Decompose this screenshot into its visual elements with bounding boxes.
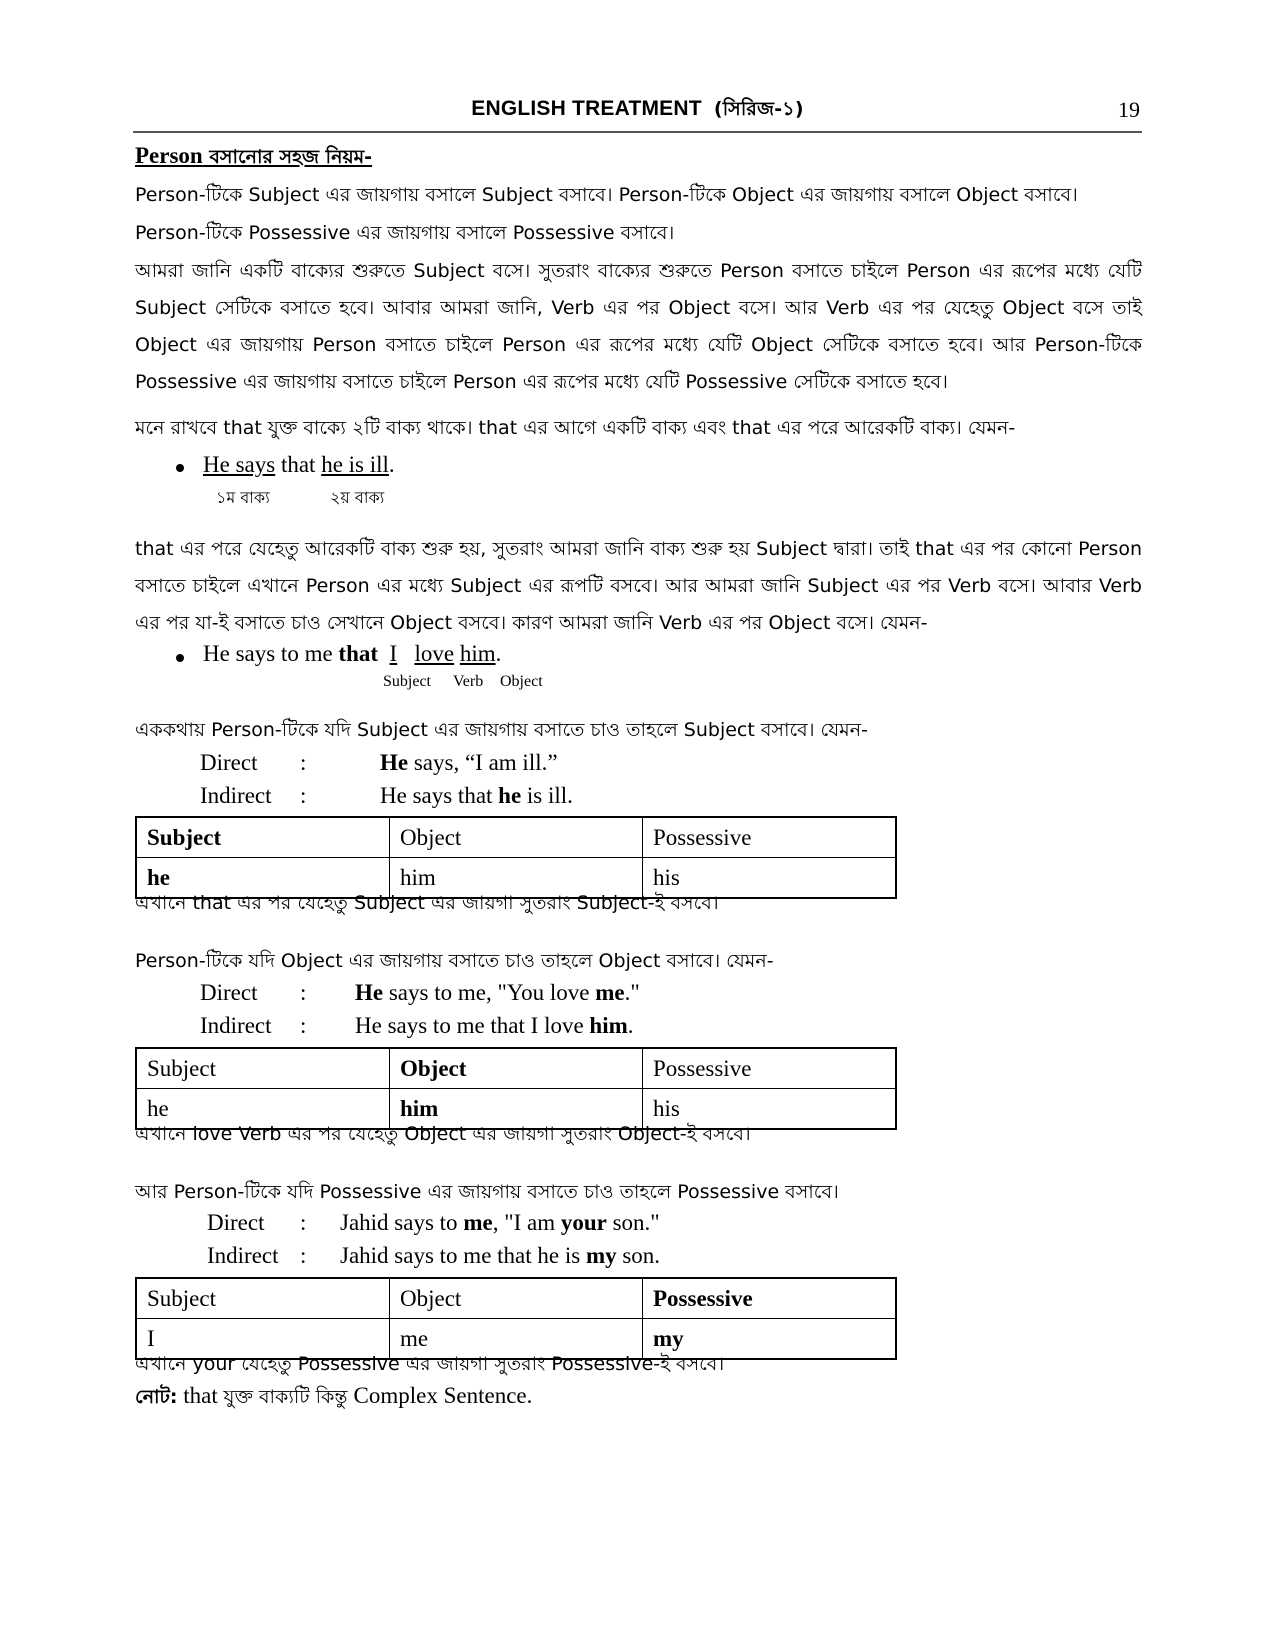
object-table-header-subject: Subject: [136, 1048, 390, 1089]
note-en1: that: [177, 1383, 224, 1408]
subject-table-cell-possessive: his: [643, 858, 897, 899]
page-header: [135, 95, 1140, 129]
note-line: [135, 1383, 532, 1415]
example-sentence-2: [203, 641, 501, 667]
paragraph-possessive-case-note: এখানে your যেহেতু Possessive এর জায়গা সুতরাং Possessive-ই বসবে।: [135, 1353, 725, 1375]
possessive-indirect-colon: :: [300, 1243, 307, 1268]
paragraph-possessive-case-intro: আর Person-টিকে যদি Possessive এর জায়গায় বসাতে চাও তাহলে Possessive বসাবে।: [135, 1181, 839, 1203]
subject-table-header-subject: Subject: [136, 817, 390, 858]
paragraph-subject-object-explanation: আমরা জানি একটি বাক্যের শুরুতে Subject বসে। সুতরাং বাক্যের শুরুতে Person বসাতে চাইলে Person এর রূপের মধ্যে যেটি Subject সেটিকে বসাতে হবে। আবার আমরা জানি, Verb এর পর Object বসে। আর Verb এর পর যেহেতু Object বসে তাই Object এর জায়গায় Person বসাতে চাইলে Person এর রূপের মধ্যে যেটি Object সেটিকে বসাতে হবে। আর Person-টিকে Possessive এর জায়গায় বসাতে চাইলে Person এর রূপের মধ্যে যেটি Possessive সেটিকে বসাতে হবে।: [135, 260, 1142, 393]
subject-table-header-possessive: Possessive: [643, 817, 897, 858]
bullet-dot-icon-2: [176, 654, 184, 662]
example2-label-object: Object: [500, 673, 543, 690]
subject-indirect-sentence: [380, 783, 573, 809]
object-indirect-bold: him: [589, 1013, 628, 1038]
example2-label-verb: Verb: [453, 673, 484, 690]
subject-indirect-bold: he: [498, 783, 522, 808]
header-title-bn: (সিরিজ-১): [713, 98, 804, 120]
example1-clause1: He says: [203, 452, 276, 477]
object-indirect-pre: He says to me that I love: [355, 1013, 590, 1038]
table-row-header: [136, 1278, 896, 1319]
example1-period: .: [388, 452, 395, 477]
table-row-header: [136, 1048, 896, 1089]
subject-direct-colon: :: [300, 750, 307, 775]
subject-direct-sentence: [380, 750, 558, 776]
object-direct-colon: :: [300, 980, 307, 1005]
paragraph-person-rule-line1: Person-টিকে Subject এর জায়গায় বসালে Subject বসাবে। Person-টিকে Object এর জায়গায় বসালে Object বসাবে।: [135, 184, 1078, 206]
example2-object: him: [459, 641, 496, 666]
subject-direct-label: Direct: [200, 750, 258, 775]
subject-indirect-rest: is ill.: [521, 783, 573, 808]
paragraph-that-clause-rule: মনে রাখবে that যুক্ত বাক্যে ২টি বাক্য থাকে। that এর আগে একটি বাক্য এবং that এর পরে আরেকটি বাক্য। যেমন-: [135, 417, 1016, 439]
object-indirect-rest: .: [627, 1013, 634, 1038]
section-title-en: Person: [135, 143, 203, 168]
possessive-table-header-possessive: Possessive: [643, 1278, 897, 1319]
bullet-dot-icon: [176, 464, 184, 472]
possessive-table-cell-possessive: my: [643, 1319, 897, 1360]
paragraph-that-subject-verb-object: that এর পরে যেহেতু আরেকটি বাক্য শুরু হয়, সুতরাং আমরা জানি বাক্য শুরু হয় Subject দ্বারা। তাই that এর পর কোনো Person বসাতে চাইলে এখানে Person এর মধ্যে Subject এর রূপটি বসবে। আর আমরা জানি Subject এর পর Verb বসে। আবার Verb এর পর যা-ই বসাতে চাও সেখানে Object বসবে। কারণ আমরা জানি Verb এর পর Object বসে। যেমন-: [135, 538, 1142, 634]
subject-direct-bold: He: [380, 750, 409, 775]
example1-that: that: [275, 452, 322, 477]
example1-label-second-clause: ২য় বাক্য: [330, 488, 385, 507]
object-direct-end: .": [624, 980, 640, 1005]
possessive-direct-colon: :: [300, 1210, 307, 1235]
example2-lead: He says to me: [203, 641, 339, 666]
possessive-indirect-bold: my: [585, 1243, 617, 1268]
possessive-indirect-rest: son.: [616, 1243, 661, 1268]
subject-table-cell-subject: he: [136, 858, 390, 899]
subject-table-cell-object: him: [390, 858, 643, 899]
possessive-indirect-sentence: [340, 1243, 660, 1269]
paragraph-subject-case-note: এখানে that এর পর যেহেতু Subject এর জায়গা সুতরাং Subject-ই বসবে।: [135, 892, 719, 914]
note-prefix: নোট:: [135, 1386, 178, 1408]
possessive-table-header-subject: Subject: [136, 1278, 390, 1319]
possessive-direct-end: son.": [606, 1210, 660, 1235]
possessive-direct-label: Direct: [207, 1210, 265, 1235]
possessive-indirect-pre: Jahid says to me that he is: [340, 1243, 586, 1268]
possessive-direct-bold2: your: [560, 1210, 607, 1235]
example2-period: .: [495, 641, 502, 666]
paragraph-subject-case-intro: এককথায় Person-টিকে যদি Subject এর জায়গায় বসাতে চাও তাহলে Subject বসাবে। যেমন-: [135, 719, 868, 741]
object-indirect-colon: :: [300, 1013, 307, 1038]
section-title-bn: বসানোর সহজ নিয়ম-: [202, 146, 373, 168]
possessive-direct-mid: , "I am: [492, 1210, 561, 1235]
object-table-header-object: Object: [390, 1048, 643, 1089]
note-bn: যুক্ত বাক্যটি কিন্তু: [223, 1386, 354, 1408]
table-row-header: [136, 817, 896, 858]
subject-indirect-label: Indirect: [200, 783, 272, 808]
possessive-direct-sentence: [340, 1210, 660, 1236]
possessive-indirect-label: Indirect: [207, 1243, 279, 1268]
subject-table-header-object: Object: [390, 817, 643, 858]
example-sentence-1: [203, 452, 395, 478]
object-table-header-possessive: Possessive: [643, 1048, 897, 1089]
subject-indirect-pre: He says that: [380, 783, 499, 808]
object-indirect-label: Indirect: [200, 1013, 272, 1038]
object-direct-bold: He: [355, 980, 384, 1005]
possessive-direct-bold: me: [463, 1210, 493, 1235]
example2-subject: I: [389, 641, 398, 666]
object-table-cell-possessive: his: [643, 1089, 897, 1130]
header-divider: [133, 131, 1142, 133]
object-table-cell-subject: he: [136, 1089, 390, 1130]
object-table-cell-object: him: [390, 1089, 643, 1130]
example1-label-first-clause: ১ম বাক্য: [216, 488, 270, 507]
paragraph-person-rule-line2: Person-টিকে Possessive এর জায়গায় বসালে Possessive বসাবে।: [135, 222, 675, 244]
possessive-table-header-object: Object: [390, 1278, 643, 1319]
object-direct-sentence: [355, 980, 640, 1006]
possessive-direct-pre: Jahid says to: [340, 1210, 464, 1235]
object-direct-bold2: me: [595, 980, 625, 1005]
paragraph-object-case-note: এখানে love Verb এর পর যেহেতু Object এর জায়গা সুতরাং Object-ই বসবে।: [135, 1123, 751, 1145]
subject-direct-rest: says, “I am ill.”: [408, 750, 558, 775]
header-title: [135, 95, 1140, 127]
header-title-en: ENGLISH TREATMENT: [471, 97, 702, 120]
paragraph-object-case-intro: Person-টিকে যদি Object এর জায়গায় বসাতে চাও তাহলে Object বসাবে। যেমন-: [135, 950, 774, 972]
object-direct-mid: says to me, "You love: [383, 980, 596, 1005]
possessive-table-cell-subject: I: [136, 1319, 390, 1360]
object-indirect-sentence: [355, 1013, 634, 1039]
example2-that: that: [338, 641, 379, 666]
example2-verb: love: [414, 641, 455, 666]
possessive-table-cell-object: me: [390, 1319, 643, 1360]
object-direct-label: Direct: [200, 980, 258, 1005]
note-en2: Complex Sentence.: [353, 1383, 533, 1408]
example2-label-subject: Subject: [383, 673, 431, 690]
section-title: [135, 143, 372, 175]
page-number: 19: [1118, 97, 1140, 122]
example1-clause2: he is ill: [321, 452, 389, 477]
subject-indirect-colon: :: [300, 783, 307, 808]
